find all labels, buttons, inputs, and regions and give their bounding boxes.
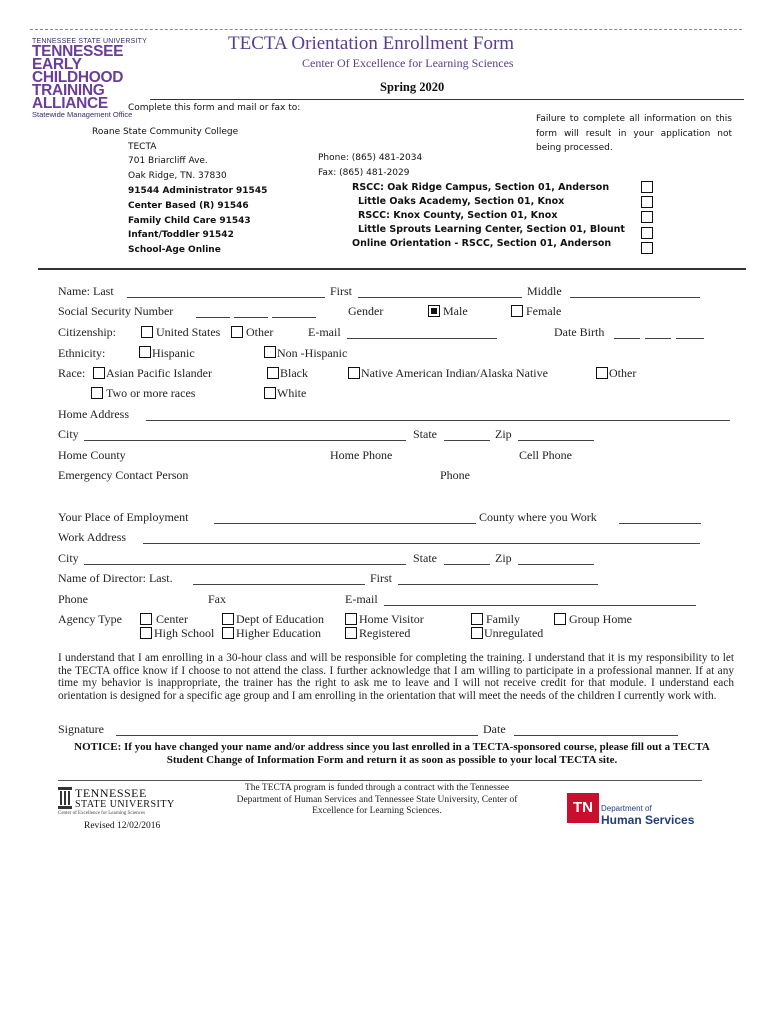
us-label: United States (156, 325, 221, 339)
course-code: Center Based (R) 91546 (128, 200, 249, 211)
director-last-field[interactable] (193, 584, 365, 585)
work-phone-label: Phone (58, 592, 88, 606)
citizenship-label: Citizenship: (58, 325, 116, 339)
non-hispanic-checkbox[interactable] (264, 346, 276, 358)
middle-name-label: Middle (527, 284, 562, 298)
email-label: E-mail (308, 325, 341, 339)
race-label: Race: (58, 366, 86, 380)
tsu-logo (58, 787, 183, 816)
date-field[interactable] (514, 735, 678, 736)
session-checkbox[interactable] (641, 227, 653, 239)
home-city-field[interactable] (84, 440, 406, 441)
warning-text: Failure to complete all information on this form will result in your application not being processed. (536, 114, 732, 153)
agency-home-visitor-label: Home Visitor (359, 612, 424, 626)
session-option: RSCC: Knox County, Section 01, Knox (358, 210, 558, 221)
agency-center-checkbox[interactable] (140, 613, 152, 625)
home-county-label: Home County (58, 448, 126, 462)
us-checkbox[interactable] (141, 326, 153, 338)
date-label: Date (483, 722, 506, 736)
non-hispanic-label: Non -Hispanic (277, 346, 348, 360)
session-checkbox[interactable] (641, 181, 653, 193)
agency-family-checkbox[interactable] (471, 613, 483, 625)
first-name-field[interactable] (358, 297, 522, 298)
work-zip-label: Zip (495, 551, 512, 565)
ssn-field-2[interactable] (234, 317, 268, 318)
mail-instruction: Complete this form and mail or fax to: (128, 103, 301, 113)
work-state-label: State (413, 551, 437, 565)
work-address-label: Work Address (58, 530, 127, 544)
dhs-line1: Department of (601, 804, 652, 813)
logo-line3: TRAINING ALLIANCE (32, 82, 108, 112)
notice-text: NOTICE: If you have changed your name and/or address since you last enrolled in a TECTA-sponsored course, please fill out a TECTA Student Change of Information Form and return it as soon as possible to your local TECTA site. (74, 741, 710, 766)
ssn-field-1[interactable] (196, 317, 230, 318)
dob-label: Date Birth (554, 325, 605, 339)
footer-rule (58, 780, 702, 781)
gender-label: Gender (348, 304, 384, 318)
home-state-label: State (413, 427, 437, 441)
asian-label: Asian Pacific Islander (106, 366, 212, 380)
agency-dept-education-checkbox[interactable] (222, 613, 234, 625)
agency-type-label: Agency Type (58, 612, 122, 626)
logo-top-text: TENNESSEE STATE UNIVERSITY (32, 38, 148, 45)
work-address-field[interactable] (143, 543, 700, 544)
county-work-label: County where you Work (479, 510, 597, 524)
fax-number: Fax: (865) 481-2029 (318, 168, 410, 178)
female-label: Female (526, 304, 562, 318)
last-name-field[interactable] (127, 297, 325, 298)
session-option: Little Sprouts Learning Center, Section 01, Blount (358, 224, 625, 235)
ethnicity-label: Ethnicity: (58, 346, 106, 360)
column-icon (58, 787, 72, 809)
header-rule (150, 99, 744, 100)
director-first-field[interactable] (398, 584, 598, 585)
form-subtitle: Center Of Excellence for Learning Sciences (302, 56, 514, 70)
tsu-line2: STATE UNIVERSITY (75, 799, 175, 810)
dob-month-field[interactable] (614, 338, 640, 339)
course-codes (128, 184, 267, 258)
agency-high-school-label: High School (154, 626, 215, 640)
phone-number: Phone: (865) 481-2034 (318, 153, 423, 163)
address-line: TECTA (128, 141, 157, 152)
first-name-label: First (330, 284, 353, 298)
agency-higher-education-label: Higher Education (236, 626, 321, 640)
agency-registered-label: Registered (359, 626, 411, 640)
logo-bottom-text: Statewide Management Office (32, 110, 133, 119)
tn-logo-badge: TN (567, 793, 599, 823)
section-divider (38, 268, 746, 270)
agency-higher-education-checkbox[interactable] (222, 627, 234, 639)
tsu-line3: Center of Excellence for Learning Sciences (58, 811, 146, 816)
tsu-line1: TENNESSEE (75, 786, 147, 800)
signature-label: Signature (58, 722, 104, 736)
work-zip-field[interactable] (518, 564, 594, 565)
work-city-label: City (58, 551, 79, 565)
director-label: Name of Director: Last. (58, 571, 173, 585)
black-label: Black (280, 366, 308, 380)
agency-family-label: Family (486, 612, 521, 626)
dob-year-field[interactable] (676, 338, 704, 339)
home-address-label: Home Address (58, 407, 129, 421)
county-work-field[interactable] (619, 523, 701, 524)
address-line: 701 Briarcliff Ave. (128, 156, 208, 166)
contact-info (318, 151, 422, 181)
male-checkbox[interactable] (428, 305, 440, 317)
address-line: Roane State Community College (92, 127, 239, 137)
email-field[interactable] (347, 338, 497, 339)
agency-high-school-checkbox[interactable] (140, 627, 152, 639)
name-last-label: Name: Last (58, 284, 114, 298)
form-title: TECTA Orientation Enrollment Form (228, 33, 515, 54)
male-label: Male (443, 304, 468, 318)
home-zip-label: Zip (495, 427, 512, 441)
revised-date: Revised 12/02/2016 (84, 821, 161, 831)
work-city-field[interactable] (84, 564, 406, 565)
agency-unregulated-label: Unregulated (484, 626, 544, 640)
session-checkbox[interactable] (641, 211, 653, 223)
dob-day-field[interactable] (645, 338, 671, 339)
work-email-label: E-mail (345, 592, 378, 606)
dhs-line2: Human Services (601, 813, 695, 827)
signature-field[interactable] (116, 735, 478, 736)
top-border (30, 29, 742, 30)
cell-phone-label: Cell Phone (519, 448, 572, 462)
work-email-field[interactable] (384, 605, 696, 606)
acknowledgement-statement: I understand that I am enrolling in a 30-hour class and will be responsible for completing the training. I understand that it is my responsibility to let the TECTA office know if I choose to not attend the class. I further acknowledge that I am willing to participate in a professional manner. If at any time my behavior is inappropriate, the trainer has the right to ask me to leave and I will not receive credit for that module. I understand each orientation is designed for a specific age group and I am enrolling in the orientation that will meet the needs of the children I currently work with. (58, 652, 734, 702)
agency-unregulated-checkbox[interactable] (471, 627, 483, 639)
home-city-label: City (58, 427, 79, 441)
course-code: Family Child Care 91543 (128, 215, 251, 226)
session-list (352, 181, 625, 251)
hispanic-checkbox[interactable] (139, 346, 151, 358)
session-option: Little Oaks Academy, Section 01, Knox (358, 196, 565, 207)
white-label: White (277, 386, 307, 400)
agency-group-home-checkbox[interactable] (554, 613, 566, 625)
course-code: School-Age Online (128, 245, 221, 256)
native-checkbox[interactable] (348, 367, 360, 379)
agency-center-label: Center (156, 612, 188, 626)
asian-checkbox[interactable] (93, 367, 105, 379)
agency-home-visitor-checkbox[interactable] (345, 613, 357, 625)
female-checkbox[interactable] (511, 305, 523, 317)
white-checkbox[interactable] (264, 387, 276, 399)
emergency-contact-label: Emergency Contact Person (58, 468, 189, 482)
logo-line1: TENNESSEE (32, 43, 124, 60)
middle-name-field[interactable] (570, 297, 700, 298)
funding-statement: The TECTA program is funded through a contract with the Tennessee Department of Human Services and Tennessee State University, Center of Excellence for Learning Sciences. (236, 783, 518, 816)
citizenship-other-checkbox[interactable] (231, 326, 243, 338)
ssn-label: Social Security Number (58, 304, 174, 318)
session-checkbox[interactable] (641, 196, 653, 208)
tecta-logo (32, 38, 152, 119)
session-checkbox[interactable] (641, 242, 653, 254)
home-zip-field[interactable] (518, 440, 594, 441)
two-more-label: Two or more races (106, 386, 196, 400)
employment-label: Your Place of Employment (58, 510, 189, 524)
citizenship-other-label: Other (246, 325, 274, 339)
two-more-checkbox[interactable] (91, 387, 103, 399)
race-other-label: Other (609, 366, 637, 380)
work-fax-label: Fax (208, 592, 226, 606)
term-label: Spring 2020 (380, 80, 445, 94)
address-line: Oak Ridge, TN. 37830 (128, 170, 227, 181)
ssn-field-3[interactable] (272, 317, 316, 318)
director-first-label: First (370, 571, 393, 585)
work-state-field[interactable] (444, 564, 490, 565)
home-phone-label: Home Phone (330, 448, 393, 462)
race-other-checkbox[interactable] (596, 367, 608, 379)
employment-field[interactable] (214, 523, 476, 524)
native-label: Native American Indian/Alaska Native (361, 366, 548, 380)
agency-dept-education-label: Dept of Education (236, 612, 324, 626)
course-code: 91544 Administrator 91545 (128, 186, 268, 196)
emergency-phone-label: Phone (440, 468, 470, 482)
session-option: RSCC: Oak Ridge Campus, Section 01, Anderson (352, 182, 610, 193)
logo-line2: EARLY CHILDHOOD (32, 56, 124, 86)
session-option: Online Orientation - RSCC, Section 01, Anderson (352, 238, 612, 249)
home-state-field[interactable] (444, 440, 490, 441)
home-address-field[interactable] (146, 420, 730, 421)
hispanic-label: Hispanic (152, 346, 195, 360)
course-code: Infant/Toddler 91542 (128, 230, 234, 241)
mail-address (92, 125, 238, 183)
agency-registered-checkbox[interactable] (345, 627, 357, 639)
black-checkbox[interactable] (267, 367, 279, 379)
agency-group-home-label: Group Home (569, 612, 632, 626)
